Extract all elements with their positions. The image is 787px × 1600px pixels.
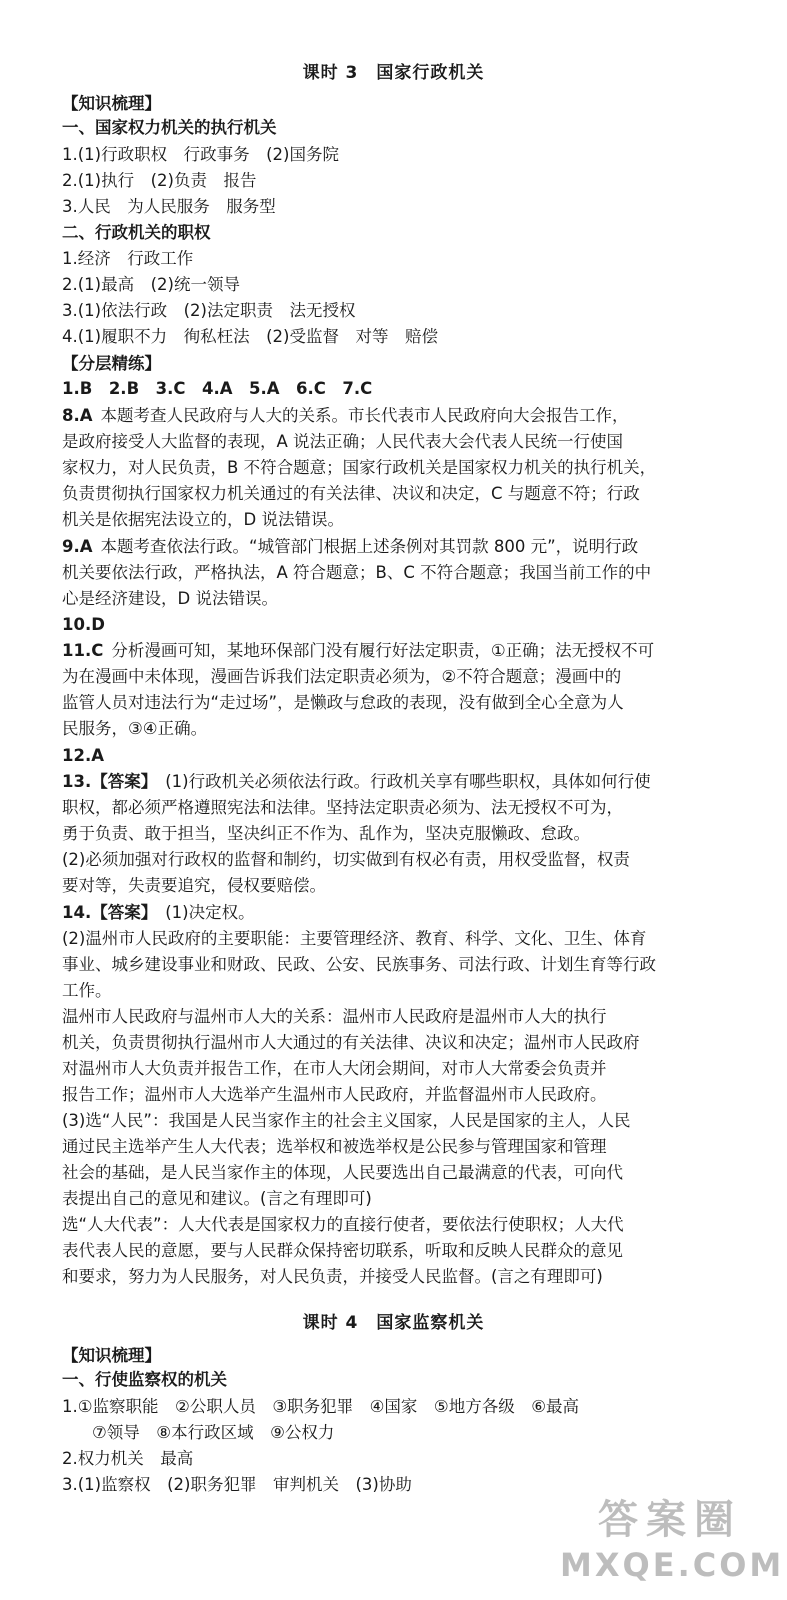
- lesson4-zhishi-header: 【知识梳理】: [62, 1346, 161, 1365]
- q11-line-4: 民服务，③④正确。: [62, 719, 208, 738]
- q12-answer: 12.A: [62, 746, 104, 765]
- q9-line-1: 9.A 本题考查依法行政。“城管部门根据上述条例对其罚款 800 元”，说明行政: [62, 535, 742, 559]
- q14-number: 14.【答案】: [62, 903, 158, 922]
- q14-line-2: (2)温州市人民政府的主要职能：主要管理经济、教育、科学、文化、卫生、体育: [62, 929, 647, 948]
- q13-line-1: 13.【答案】 (1)行政机关必须依法行政。行政机关享有哪些职权，具体如何行使: [62, 770, 742, 794]
- q11-line-1: 11.C 分析漫画可知，某地环保部门没有履行好法定职责，①正确；法无授权不可: [62, 639, 742, 663]
- section2-title: 二、行政机关的职权: [62, 223, 211, 242]
- q14-line-15: 和要求，努力为人民服务，对人民负责，并接受人民监督。(言之有理即可): [62, 1267, 603, 1286]
- lesson4-item-3: 3.(1)监察权 (2)职务犯罪 审判机关 (3)协助: [62, 1475, 412, 1494]
- s2-item-2: 2.(1)最高 (2)统一领导: [62, 275, 240, 294]
- watermark-domain: MXQE.COM: [560, 1546, 785, 1584]
- s1-item-2: 2.(1)执行 (2)负责 报告: [62, 171, 257, 190]
- lesson4-item-1: 1.①监察职能 ②公职人员 ③职务犯罪 ④国家 ⑤地方各级 ⑥最高: [62, 1397, 579, 1416]
- q13-number: 13.【答案】: [62, 772, 158, 791]
- site-watermark: [560, 1488, 785, 1593]
- lesson4-item-1-cont: ⑦领导 ⑧本行政区域 ⑨公权力: [92, 1423, 335, 1442]
- s1-item-1: 1.(1)行政职权 行政事务 (2)国务院: [62, 145, 339, 164]
- s2-item-3: 3.(1)依法行政 (2)法定职责 法无授权: [62, 301, 356, 320]
- q11-line-3: 监管人员对违法行为“走过场”，是懒政与怠政的表现，没有做到全心全意为人: [62, 693, 624, 712]
- q13-line-4: (2)必须加强对行政权的监督和制约，切实做到有权必有责，用权受监督，权责: [62, 850, 630, 869]
- q14-line-8: 报告工作；温州市人大选举产生温州市人民政府，并监督温州市人民政府。: [62, 1085, 607, 1104]
- lesson3-title: 课时 3 国家行政机关: [302, 63, 485, 83]
- q14-line-6: 机关，负责贯彻执行温州市人大通过的有关法律、决议和决定；温州市人民政府: [62, 1033, 640, 1052]
- q11-number: 11.C: [62, 641, 104, 660]
- lesson4-title: 课时 4 国家监察机关: [302, 1313, 485, 1333]
- q14-line-4: 工作。: [62, 981, 112, 1000]
- q8-line-1: 8.A 本题考查人民政府与人大的关系。市长代表市人民政府向大会报告工作，: [62, 404, 742, 428]
- q14-line-7: 对温州市人大负责并报告工作，在市人大闭会期间，对市人大常委会负责并: [62, 1059, 607, 1078]
- s1-item-3: 3.人民 为人民服务 服务型: [62, 197, 276, 216]
- q14-line-14: 表代表人民的意愿，要与人民群众保持密切联系，听取和反映人民群众的意见: [62, 1241, 623, 1260]
- q13-line-3: 勇于负责、敢于担当，坚决纠正不作为、乱作为，坚决克服懒政、怠政。: [62, 824, 590, 843]
- lesson4-item-2: 2.权力机关 最高: [62, 1449, 194, 1468]
- q10-answer: 10.D: [62, 615, 105, 634]
- q8-line-3: 家权力，对人民负责，B 不符合题意；国家行政机关是国家权力机关的执行机关，: [62, 458, 657, 477]
- q8-number: 8.A: [62, 406, 93, 425]
- section1-title: 一、国家权力机关的执行机关: [62, 118, 277, 137]
- q8-line-5: 机关是依据宪法设立的，D 说法错误。: [62, 510, 344, 529]
- q9-line-2: 机关要依法行政，严格执法，A 符合题意；B、C 不符合题意；我国当前工作的中: [62, 563, 652, 582]
- q9-number: 9.A: [62, 537, 93, 556]
- q14-line-5: 温州市人民政府与温州市人大的关系：温州市人民政府是温州市人大的执行: [62, 1007, 607, 1026]
- q13-line-2: 职权，都必须严格遵照宪法和法律。坚持法定职责必须为、法无授权不可为，: [62, 798, 623, 817]
- s2-item-1: 1.经济 行政工作: [62, 249, 194, 268]
- q11-line-2: 为在漫画中未体现，漫画告诉我们法定职责必须为，②不符合题意；漫画中的: [62, 667, 622, 686]
- q14-line-3: 事业、城乡建设事业和财政、民政、公安、民族事务、司法行政、计划生育等行政: [62, 955, 656, 974]
- q8-line-4: 负责贯彻执行国家权力机关通过的有关法律、决议和决定，C 与题意不符；行政: [62, 484, 640, 503]
- zhishi-header: 【知识梳理】: [62, 94, 161, 113]
- q14-line-9: (3)选“人民”：我国是人民当家作主的社会主义国家，人民是国家的主人，人民: [62, 1111, 631, 1130]
- s2-item-4: 4.(1)履职不力 徇私枉法 (2)受监督 对等 赔偿: [62, 327, 438, 346]
- q14-line-10: 通过民主选举产生人大代表；选举权和被选举权是公民参与管理国家和管理: [62, 1137, 607, 1156]
- lesson4-section1-title: 一、行使监察权的机关: [62, 1370, 227, 1389]
- q14-line-11: 社会的基础，是人民当家作主的体现，人民要选出自己最满意的代表，可向代: [62, 1163, 623, 1182]
- choice-answers: 1.B 2.B 3.C 4.A 5.A 6.C 7.C: [62, 379, 373, 398]
- watermark-logo-text: 答案圈: [598, 1497, 742, 1543]
- q8-line-2: 是政府接受人大监督的表现，A 说法正确；人民代表大会代表人民统一行使国: [62, 432, 624, 451]
- q14-line-12: 表提出自己的意见和建议。(言之有理即可): [62, 1189, 372, 1208]
- q13-line-5: 要对等，失责要追究，侵权要赔偿。: [62, 876, 326, 895]
- q14-line-13: 选“人大代表”：人大代表是国家权力的直接行使者，要依法行使职权；人大代: [62, 1215, 624, 1234]
- fenceng-header: 【分层精练】: [62, 354, 161, 373]
- q9-line-3: 心是经济建设，D 说法错误。: [62, 589, 278, 608]
- q14-line-1: 14.【答案】 (1)决定权。: [62, 901, 742, 925]
